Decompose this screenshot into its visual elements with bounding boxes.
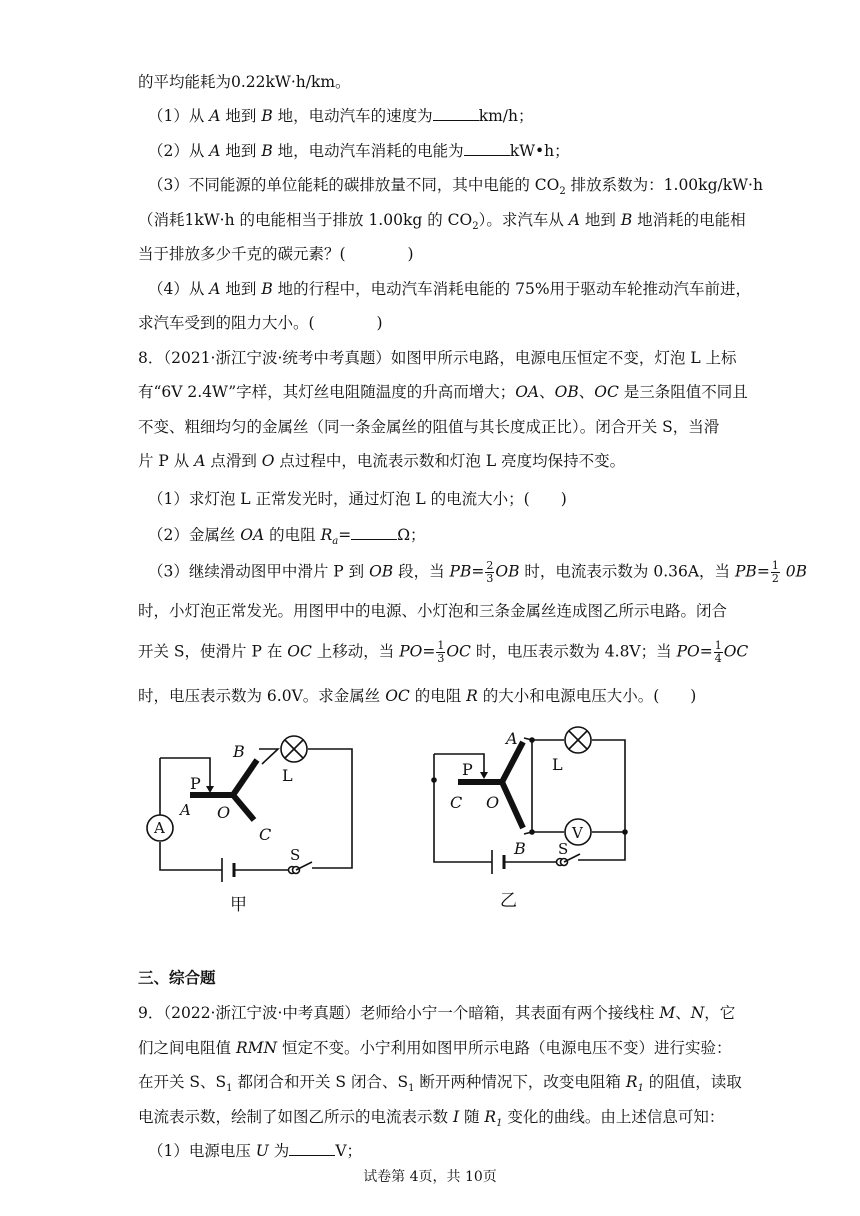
text-line: 时，电压表示数为 6.0V。求金属丝 OC 的电阻 R 的大小和电源电压大小。( ): [138, 687, 697, 705]
question-8: 8．（2021·浙江宁波·统考中考真题）如图甲所示电路，电源电压恒定不变，灯泡 L 上标: [138, 349, 737, 367]
section-heading: 三、综合题: [138, 969, 216, 987]
voltmeter-label: V: [572, 824, 583, 842]
text-line: （消耗1kW·h 的电能相当于排放 1.00kg 的 $CO_2$）。求汽车从 A 地到 B 地消耗的电能相: [138, 211, 746, 233]
question-7-3: （3）不同能源的单位能耗的碳排放量不同，其中电能的 $CO_2$ 排放系数为：1.00kg/kW·h: [148, 176, 763, 198]
fraction-one-third: $\frac{1}{3}$: [437, 639, 445, 665]
label-A: A: [506, 729, 518, 748]
text-line: 开关 S，使滑片 P 在 OC 上移动，当 PO= $\frac{1}{3}$ OC 时，电压表示数为 4.8V；当 PO= $\frac{1}{4}$ OC: [138, 639, 749, 665]
question-9: 9．（2022·浙江宁波·中考真题）老师给小宁一个暗箱，其表面有两个接线柱 M、N，它: [138, 1004, 736, 1022]
label-B: B: [514, 839, 526, 858]
question-8-3: （3）继续滑动图甲中滑片 P 到 OB 段，当 PB= $\frac{2}{3}$ OB 时，电流表示数为 0.36A，当 PB= $\frac{1}{2}$ 0B: [148, 559, 808, 585]
fraction-two-thirds: $\frac{2}{3}$: [486, 559, 494, 585]
label-A: A: [180, 801, 191, 819]
question-7-1: （1）从 A 地到 B 地，电动汽车的速度为 km/h；: [148, 107, 534, 125]
question-8-1: （1）求灯泡 L 正常发光时，通过灯泡 L 的电流大小；( ): [148, 490, 567, 508]
question-7-2: （2）从 A 地到 B 地，电动汽车消耗的电能为 kW•h；: [148, 142, 570, 160]
label-O: O: [217, 803, 231, 822]
circuit-diagram-jia: [140, 720, 380, 920]
label-S: S: [558, 840, 569, 858]
label-P: P: [462, 760, 473, 779]
fraction-one-fourth: $\frac{1}{4}$: [714, 639, 722, 665]
text-line: 求汽车受到的阻力大小。( ): [138, 314, 383, 332]
label-P: P: [190, 774, 201, 793]
text-line: 有“6V 2.4W”字样，其灯丝电阻随温度的升高而增大；OA、OB、OC 是三条阻值不同且: [138, 383, 748, 401]
text-line: 的平均能耗为0.22kW·h/km。: [138, 73, 351, 91]
label-L: L: [552, 755, 563, 774]
page-footer: 试卷第 4页，共 10页: [363, 1169, 497, 1185]
circuit-diagram-yi: [420, 720, 650, 920]
label-B: B: [233, 742, 245, 761]
label-O: O: [486, 793, 500, 812]
answer-blank: [351, 525, 397, 540]
text-line: 片 P 从 A 点滑到 O 点过程中，电流表示数和灯泡 L 亮度均保持不变。: [138, 452, 626, 470]
answer-blank: [433, 106, 479, 121]
label-C: C: [450, 793, 463, 812]
label-C: C: [259, 825, 272, 844]
answer-blank: [464, 141, 510, 156]
text-line: 不变、粗细均匀的金属丝（同一条金属丝的阻值与其长度成正比）。闭合开关 S，当滑: [138, 418, 720, 436]
label-L: L: [282, 766, 293, 785]
ammeter-label: A: [154, 819, 165, 837]
fraction-one-half: $\frac{1}{2}$: [771, 559, 779, 585]
question-7-4: （4）从 A 地到 B 地的行程中，电动汽车消耗电能的 75%用于驱动车轮推动汽车前进，: [148, 280, 752, 298]
figure-caption: 乙: [500, 891, 517, 911]
text-line: 当于排放多少千克的碳元素？( ): [138, 245, 414, 263]
text-line: 电流表示数，绘制了如图乙所示的电流表示数 I 随 $R_1$ 变化的曲线。由上述信息可知：: [138, 1108, 725, 1130]
figure-caption: 甲: [230, 895, 247, 915]
question-8-2: （2）金属丝 OA 的电阻 $R_a= \Omega$；: [148, 526, 426, 548]
label-S: S: [290, 846, 301, 864]
text-line: 在开关 S、$S_1$ 都闭合和开关 S 闭合、$S_1$ 断开两种情况下，改变电阻箱 $R_1$ 的阻值，读取: [138, 1073, 742, 1095]
question-9-1: （1）电源电压 U 为 V；: [148, 1142, 363, 1160]
text-line: 时，小灯泡正常发光。用图甲中的电源、小灯泡和三条金属丝连成图乙所示电路。闭合: [138, 602, 728, 620]
text-line: 们之间电阻值 RMN 恒定不变。小宁利用如图甲所示电路（电源电压不变）进行实验：: [138, 1039, 732, 1057]
answer-blank: [289, 1141, 335, 1156]
